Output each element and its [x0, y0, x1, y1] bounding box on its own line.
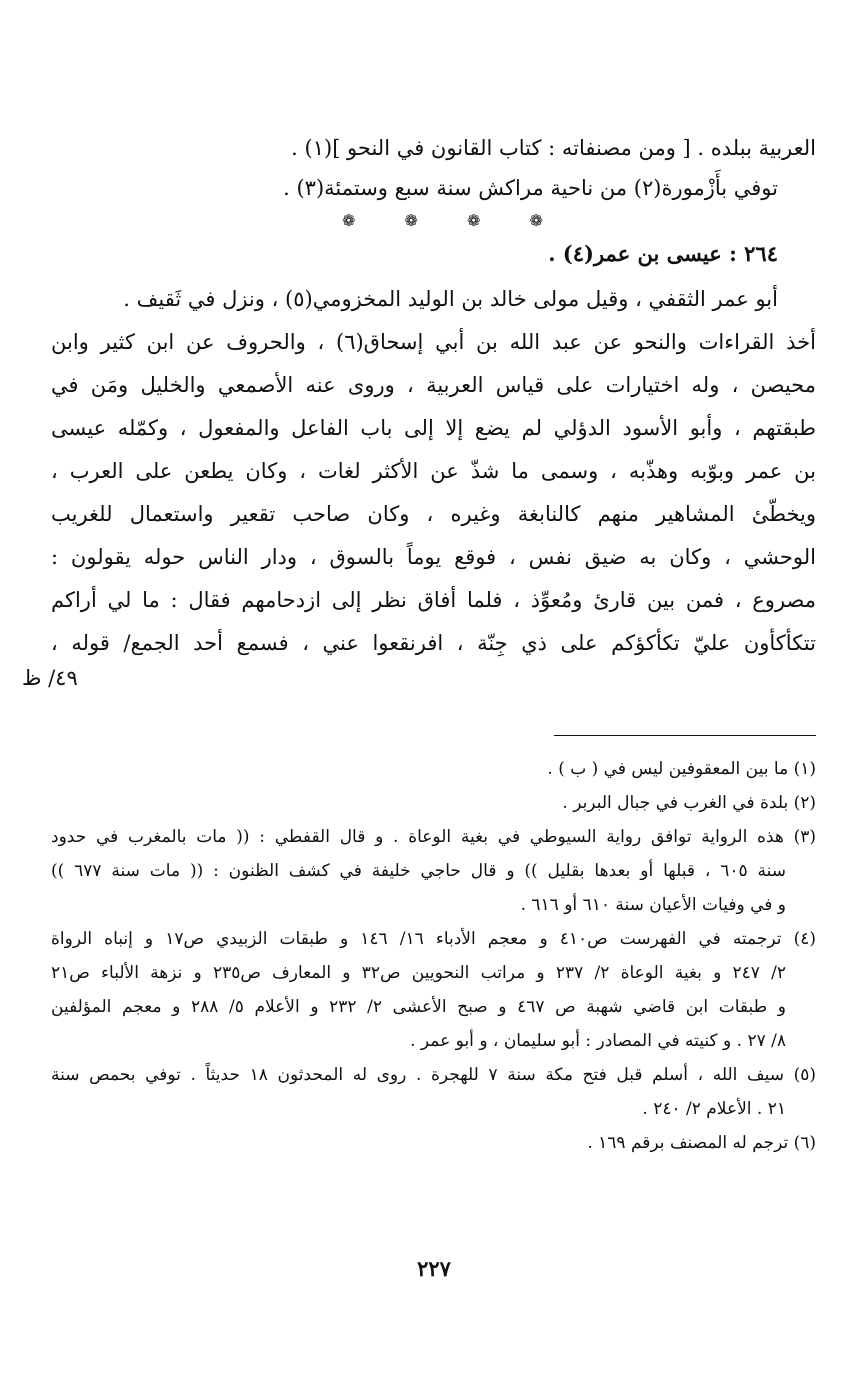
intro-line-2: توفي بأَزْمورة(٢) من ناحية مراكش سنة سبع وستمئة(٣) .: [283, 176, 778, 200]
entry-line: الوحشي ، وكان به ضيق نفس ، فوقع يوماً بالسوق ، ودار الناس حوله يقولون :: [51, 545, 816, 569]
footnote-3: (٣) هذه الرواية توافق رواية السيوطي في بغية الوعاة . و قال القفطي : (( مات بالمغرب في حدود: [51, 827, 816, 847]
entry-line: أخذ القراءات والنحو عن عبد الله بن أبي إسحاق(٦) ، والحروف عن ابن كثير وابن: [51, 330, 816, 354]
footnotes: [51, 752, 816, 1160]
footnote-1: (١) ما بين المعقوفين ليس في ( ب ) .: [547, 759, 816, 779]
footnote-3-cont: و في وفيات الأعيان سنة ٦١٠ أو ٦١٦ .: [520, 895, 786, 915]
footnote-4-cont: ٨/ ٢٧ . و كنيته في المصادر : أبو سليمان ، و أبو عمر .: [410, 1031, 786, 1051]
footnote-4-cont: و طبقات ابن قاضي شهبة ص ٤٦٧ و صبح الأعشى ٢/ ٢٣٢ و الأعلام ٥/ ٢٨٨ و معجم المؤلفين: [51, 997, 787, 1017]
footnote-5-cont: ٢١ . الأعلام ٢/ ٢٤٠ .: [642, 1099, 786, 1119]
entry-line: محيصن ، وله اختيارات على قياس العربية ، وروى عنه الأصمعي والخليل ومَن في: [51, 373, 816, 397]
entry-body: [51, 278, 816, 665]
footnote-3-cont: سنة ٦٠٥ ، قبلها أو بعدها بقليل )) و قال حاجي خليفة في كشف الظنون : (( مات سنة ٦٧٧ )): [51, 861, 786, 881]
entry-line: تتكأكأون عليّ تكأكؤكم على ذي جِنّة ، افرنقعوا عني ، فسمع أحد الجمع/ قوله ،: [51, 631, 816, 655]
footnote-6: (٦) ترجم له المصنف برقم ١٦٩ .: [587, 1133, 816, 1153]
main-text: [51, 128, 816, 665]
footnote-separator: [554, 735, 816, 736]
footnote-5: (٥) سيف الله ، أسلم قبل فتح مكة سنة ٧ للهجرة . روى له المحدثون ١٨ حديثاً . توفي بحمص سنة: [51, 1065, 816, 1085]
footnote-4: (٤) ترجمته في الفهرست ص٤١٠ و معجم الأدباء ١٦/ ١٤٦ و طبقات الزبيدي ص١٧ و إنباه الرواة: [51, 929, 816, 949]
footnote-2: (٢) بلدة في الغرب في جبال البربر .: [562, 793, 816, 813]
entry-line: بن عمر وبوّبه وهذّبه ، وسمى ما شذّ عن الأكثر لغات ، وكان يطعن على العرب ،: [51, 459, 816, 483]
page-number: ٢٢٧: [417, 1256, 451, 1281]
entry-heading: ٢٦٤ : عيسى بن عمر(٤) .: [548, 241, 778, 266]
section-divider-stars: ❁ ❁ ❁ ❁: [342, 211, 565, 230]
entry-line: طبقتهم ، وأبو الأسود الدؤلي لم يضع إلا إلى باب الفاعل والمفعول ، وكمّله عيسى: [51, 416, 816, 440]
footnote-4-cont: ٢/ ٢٤٧ و بغية الوعاة ٢/ ٢٣٧ و مراتب النحويين ص٣٢ و المعارف ص٢٣٥ و نزهة الألباء ص٢١: [51, 963, 787, 983]
entry-line: أبو عمر الثقفي ، وقيل مولى خالد بن الوليد المخزومي(٥) ، ونزل في ثَقيف .: [123, 287, 778, 311]
manuscript-folio-ref: ٤٩/ ظ: [22, 666, 78, 690]
entry-line: ويخطّئ المشاهير منهم كالنابغة وغيره ، وكان صاحب تقعير واستعمال للغريب: [51, 502, 816, 526]
intro-line-1: العربية ببلده . [ ومن مصنفاته : كتاب القانون في النحو ](١) .: [291, 136, 816, 160]
entry-line: مصروع ، فمن بين قارئ ومُعوِّذ ، فلما أفاق نظر إلى ازدحامهم فقال : ما لي أراكم: [51, 588, 816, 612]
